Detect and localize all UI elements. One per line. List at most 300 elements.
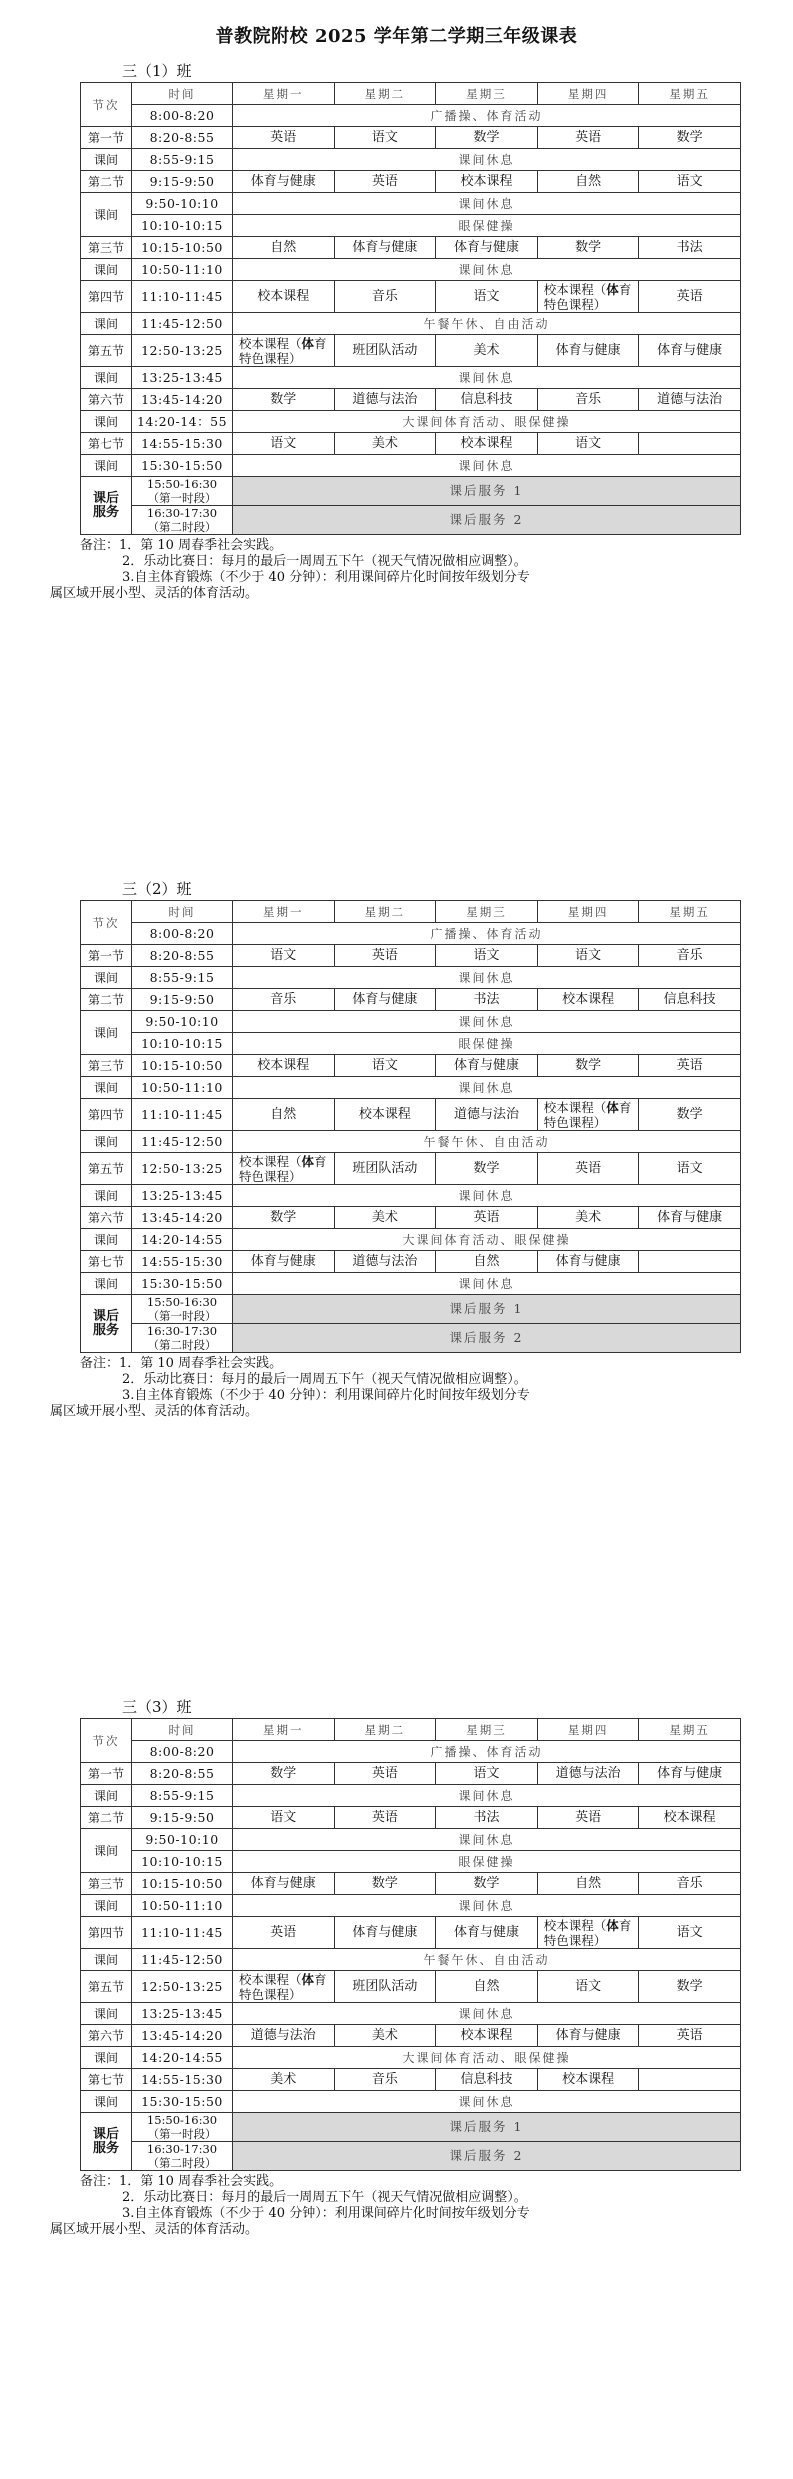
service-time-2-note: （第二时段） [147,2156,217,2170]
period-row [81,945,741,967]
timetable [80,82,741,535]
subject-cell: 校本课程（体育特色课程） [537,281,639,313]
period-label: 第七节 [81,433,132,455]
subject-cell: 体育与健康 [537,335,639,367]
period-row [81,1763,741,1785]
subject-cell: 体育与健康 [639,1763,741,1785]
subject-cell: 英语 [639,1055,741,1077]
time-cell: 9:50-10:10 [132,1829,233,1851]
table-row [81,2047,741,2069]
subject-cell: 书法 [436,989,538,1011]
remark-2: 2．乐动比赛日：每月的最后一周周五下午（视天气情况做相应调整）。 [122,554,527,569]
time-cell: 14:20-14:55 [132,2047,233,2069]
remark-3: 3.自主体育锻炼（不少于 40 分钟）：利用课间碎片化时间按年级划分专 [122,2206,530,2221]
after-school-service-2: 课后服务 2 [233,2142,741,2171]
subject-cell: 英语 [334,1763,436,1785]
remarks [50,538,740,602]
table-row [81,215,741,237]
service-time-1-note: （第一时段） [147,2127,217,2141]
subject-cell: 语文 [334,127,436,149]
break-cell: 课间休息 [233,2091,741,2113]
subject-cell: 自然 [233,1099,335,1131]
period-row [81,1207,741,1229]
break-label: 课间 [81,149,132,171]
subject-cell: 道德与法治 [436,1099,538,1131]
time-cell: 13:45-14:20 [132,2025,233,2047]
subject-cell: 体育与健康 [436,237,538,259]
subject-cell: 美术 [334,1207,436,1229]
subject-cell: 校本课程（体育特色课程） [537,1917,639,1949]
service-row [81,506,741,535]
subject-cell: 自然 [436,1251,538,1273]
header-friday: 星期五 [639,1719,741,1741]
subject-cell: 英语 [537,1153,639,1185]
period-row [81,1099,741,1131]
header-wednesday: 星期三 [436,901,538,923]
subject-cell: 道德与法治 [334,1251,436,1273]
header-time: 时间 [132,901,233,923]
subject-cell: 语文 [436,1763,538,1785]
subject-cell: 英语 [233,127,335,149]
service-label-text: 课后 服务 [92,2126,119,2156]
time-cell: 12:50-13:25 [132,1971,233,2003]
after-school-service-label [81,1295,132,1353]
header-time: 时间 [132,83,233,105]
service-row [81,1295,741,1324]
subject-cell: 体育与健康 [639,335,741,367]
subject-cell: 校本课程 [233,281,335,313]
remark-3: 3.自主体育锻炼（不少于 40 分钟）：利用课间碎片化时间按年级划分专 [122,1388,530,1403]
subject-cell: 体育与健康 [233,1873,335,1895]
subject-cell: 道德与法治 [334,389,436,411]
subject-cell: 校本课程 [537,2069,639,2091]
subject-cell: 体育与健康 [334,989,436,1011]
break-label: 课间 [81,1131,132,1153]
period-label: 第二节 [81,171,132,193]
class-section-3 [50,1694,740,2238]
subject-cell: 语文 [639,1917,741,1949]
period-label: 第五节 [81,1153,132,1185]
subject-cell: 体育与健康 [233,171,335,193]
time-cell: 9:15-9:50 [132,989,233,1011]
service-time-1 [132,2113,233,2142]
service-time-2-range: 16:30-17:30 [146,506,218,520]
header-tuesday: 星期二 [334,901,436,923]
table-row [81,105,741,127]
subject-cell: 语文 [233,1807,335,1829]
subject-cell: 道德与法治 [639,389,741,411]
table-row [81,967,741,989]
lunch-cell: 午餐午休、自由活动 [233,1131,741,1153]
table-row [81,1077,741,1099]
break-label: 课间 [81,1185,132,1207]
time-cell: 9:50-10:10 [132,1011,233,1033]
subject-cell: 英语 [639,281,741,313]
header-wednesday: 星期三 [436,83,538,105]
header-thursday: 星期四 [537,83,639,105]
subject-cell: 自然 [537,1873,639,1895]
subject-cell: 数学 [639,1971,741,2003]
table-row [81,1011,741,1033]
time-cell: 8:55-9:15 [132,1785,233,1807]
subject-cell: 校本课程（体育特色课程） [537,1099,639,1131]
table-row [81,1033,741,1055]
period-row [81,1971,741,2003]
subject-cell: 数学 [233,389,335,411]
table-row [81,1741,741,1763]
break-label: 课间 [81,1895,132,1917]
break-cell: 课间休息 [233,193,741,215]
subject-cell: 体育与健康 [334,237,436,259]
service-row [81,2142,741,2171]
period-row [81,171,741,193]
subject-cell: 美术 [334,2025,436,2047]
lunch-cell: 午餐午休、自由活动 [233,313,741,335]
break-label: 课间 [81,193,132,237]
time-cell: 10:15-10:50 [132,237,233,259]
subject-cell [639,2069,741,2091]
subject-cell: 校本课程 [639,1807,741,1829]
subject-cell: 美术 [537,1207,639,1229]
service-time-1-range: 15:50-16:30 [146,2113,218,2127]
period-row [81,237,741,259]
big-break-cell: 大课间体育活动、眼保健操 [233,1229,741,1251]
time-cell: 11:10-11:45 [132,1917,233,1949]
period-label: 第四节 [81,281,132,313]
break-label: 课间 [81,2003,132,2025]
break-cell: 课间休息 [233,455,741,477]
subject-cell: 道德与法治 [233,2025,335,2047]
after-school-service-label [81,2113,132,2171]
time-cell: 14:20-14：55 [132,411,233,433]
break-cell: 课间休息 [233,1895,741,1917]
timetable [80,900,741,1353]
subject-cell: 体育与健康 [537,1251,639,1273]
table-row [81,455,741,477]
service-time-2 [132,506,233,535]
break-label: 课间 [81,259,132,281]
period-row [81,433,741,455]
subject-cell: 美术 [334,433,436,455]
subject-cell: 英语 [334,945,436,967]
eye-exercise-cell: 眼保健操 [233,1851,741,1873]
table-row [81,1785,741,1807]
subject-cell: 音乐 [537,389,639,411]
subject-cell: 语文 [639,171,741,193]
service-row [81,2113,741,2142]
subject-cell: 美术 [233,2069,335,2091]
remark-1: 备注：1．第 10 周春季社会实践。 [80,1356,283,1371]
break-label: 课间 [81,455,132,477]
period-label: 第一节 [81,127,132,149]
period-label: 第五节 [81,335,132,367]
subject-cell: 数学 [436,1873,538,1895]
eye-exercise-cell: 眼保健操 [233,1033,741,1055]
header-monday: 星期一 [233,1719,335,1741]
table-row [81,1851,741,1873]
remark-1: 备注：1．第 10 周春季社会实践。 [80,538,283,553]
time-cell: 11:45-12:50 [132,313,233,335]
subject-cell: 书法 [436,1807,538,1829]
subject-cell: 音乐 [639,1873,741,1895]
subject-cell: 音乐 [334,281,436,313]
table-row [81,923,741,945]
after-school-service-2: 课后服务 2 [233,1324,741,1353]
service-time-1-range: 15:50-16:30 [146,1295,218,1309]
remark-4: 属区域开展小型、灵活的体育活动。 [50,1404,259,1419]
service-row [81,477,741,506]
period-label: 第六节 [81,2025,132,2047]
period-row [81,989,741,1011]
after-school-service-1: 课后服务 1 [233,477,741,506]
time-cell: 11:45-12:50 [132,1949,233,1971]
subject-cell: 英语 [537,127,639,149]
break-cell: 课间休息 [233,1785,741,1807]
subject-cell: 体育与健康 [334,1917,436,1949]
after-school-service-2: 课后服务 2 [233,506,741,535]
subject-cell: 自然 [537,171,639,193]
break-cell: 课间休息 [233,1011,741,1033]
remark-1: 备注：1．第 10 周春季社会实践。 [80,2174,283,2189]
period-row [81,127,741,149]
morning-activity: 广播操、体育活动 [233,923,741,945]
big-break-cell: 大课间体育活动、眼保健操 [233,2047,741,2069]
period-row [81,1251,741,1273]
subject-cell: 信息科技 [639,989,741,1011]
service-time-2-range: 16:30-17:30 [146,1324,218,1338]
time-cell: 12:50-13:25 [132,335,233,367]
time-cell: 8:55-9:15 [132,967,233,989]
break-label: 课间 [81,1829,132,1873]
break-label: 课间 [81,2047,132,2069]
time-cell: 15:30-15:50 [132,455,233,477]
subject-cell: 语文 [233,945,335,967]
class-label: 三（1）班 [122,62,192,80]
subject-cell: 数学 [639,1099,741,1131]
service-time-2-range: 16:30-17:30 [146,2142,218,2156]
subject-cell: 体育与健康 [436,1917,538,1949]
break-label: 课间 [81,1785,132,1807]
remarks [50,1356,740,1420]
subject-cell: 校本课程 [537,989,639,1011]
break-label: 课间 [81,1077,132,1099]
period-label: 第五节 [81,1971,132,2003]
subject-cell: 班团队活动 [334,1153,436,1185]
period-label: 第七节 [81,1251,132,1273]
period-row [81,335,741,367]
break-cell: 课间休息 [233,1829,741,1851]
subject-cell: 数学 [436,1153,538,1185]
time-cell: 10:50-11:10 [132,1077,233,1099]
subject-cell: 信息科技 [436,389,538,411]
subject-cell: 校本课程 [233,1055,335,1077]
header-friday: 星期五 [639,901,741,923]
header-thursday: 星期四 [537,901,639,923]
time-cell: 12:50-13:25 [132,1153,233,1185]
header-wednesday: 星期三 [436,1719,538,1741]
time-cell: 10:15-10:50 [132,1055,233,1077]
subject-cell: 语文 [537,1971,639,2003]
time-cell: 13:25-13:45 [132,1185,233,1207]
service-time-2 [132,2142,233,2171]
service-time-1 [132,1295,233,1324]
break-label: 课间 [81,313,132,335]
period-label: 第二节 [81,1807,132,1829]
service-time-2 [132,1324,233,1353]
service-time-1-note: （第一时段） [147,1309,217,1323]
service-time-1-note: （第一时段） [147,491,217,505]
after-school-service-1: 课后服务 1 [233,1295,741,1324]
period-label: 第四节 [81,1917,132,1949]
table-row [81,367,741,389]
period-row [81,2069,741,2091]
header-row [81,83,741,105]
break-cell: 课间休息 [233,367,741,389]
time-cell: 11:45-12:50 [132,1131,233,1153]
subject-cell: 音乐 [334,2069,436,2091]
big-break-cell: 大课间体育活动、眼保健操 [233,411,741,433]
break-label: 课间 [81,1229,132,1251]
morning-activity: 广播操、体育活动 [233,105,741,127]
time-cell: 14:20-14:55 [132,1229,233,1251]
break-cell: 课间休息 [233,149,741,171]
time-cell: 13:45-14:20 [132,1207,233,1229]
period-row [81,2025,741,2047]
subject-cell: 道德与法治 [537,1763,639,1785]
time-cell: 9:15-9:50 [132,1807,233,1829]
subject-cell: 体育与健康 [639,1207,741,1229]
time-cell: 13:25-13:45 [132,2003,233,2025]
table-row [81,1185,741,1207]
table-row [81,1829,741,1851]
service-time-2-note: （第二时段） [147,1338,217,1352]
subject-cell: 信息科技 [436,2069,538,2091]
subject-cell: 体育与健康 [436,1055,538,1077]
remark-2: 2．乐动比赛日：每月的最后一周周五下午（视天气情况做相应调整）。 [122,2190,527,2205]
subject-cell: 数学 [233,1763,335,1785]
header-tuesday: 星期二 [334,83,436,105]
subject-cell: 语文 [537,433,639,455]
subject-cell: 班团队活动 [334,335,436,367]
time-cell: 9:15-9:50 [132,171,233,193]
class-label: 三（3）班 [122,1698,192,1716]
header-row [81,1719,741,1741]
subject-cell: 英语 [639,2025,741,2047]
table-row [81,1949,741,1971]
time-cell: 14:55-15:30 [132,2069,233,2091]
table-row [81,1131,741,1153]
time-cell: 13:25-13:45 [132,367,233,389]
header-thursday: 星期四 [537,1719,639,1741]
time-cell: 10:10-10:15 [132,215,233,237]
subject-cell: 校本课程 [436,433,538,455]
subject-cell: 体育与健康 [233,1251,335,1273]
subject-cell: 语文 [334,1055,436,1077]
subject-cell [639,433,741,455]
time-cell: 15:30-15:50 [132,1273,233,1295]
time-cell: 8:00-8:20 [132,105,233,127]
period-row [81,1807,741,1829]
table-row [81,259,741,281]
table-row [81,411,741,433]
time-cell: 14:55-15:30 [132,433,233,455]
subject-cell: 自然 [233,237,335,259]
subject-cell: 校本课程（体育特色课程） [233,1153,335,1185]
break-cell: 课间休息 [233,967,741,989]
service-time-2-note: （第二时段） [147,520,217,534]
subject-cell: 音乐 [233,989,335,1011]
after-school-service-1: 课后服务 1 [233,2113,741,2142]
subject-cell: 自然 [436,1971,538,2003]
remark-3: 3.自主体育锻炼（不少于 40 分钟）：利用课间碎片化时间按年级划分专 [122,570,530,585]
break-label: 课间 [81,1273,132,1295]
table-row [81,1273,741,1295]
remarks [50,2174,740,2238]
subject-cell: 书法 [639,237,741,259]
time-cell: 8:20-8:55 [132,127,233,149]
header-monday: 星期一 [233,901,335,923]
subject-cell: 数学 [537,1055,639,1077]
time-cell: 9:50-10:10 [132,193,233,215]
period-label: 第一节 [81,945,132,967]
break-cell: 课间休息 [233,1185,741,1207]
subject-cell: 数学 [436,127,538,149]
subject-cell: 校本课程（体育特色课程） [233,335,335,367]
header-friday: 星期五 [639,83,741,105]
morning-activity: 广播操、体育活动 [233,1741,741,1763]
break-cell: 课间休息 [233,1273,741,1295]
time-cell: 10:50-11:10 [132,259,233,281]
subject-cell: 数学 [233,1207,335,1229]
subject-cell: 美术 [436,335,538,367]
period-label: 第二节 [81,989,132,1011]
period-label: 第三节 [81,1873,132,1895]
table-row [81,2003,741,2025]
period-label: 第三节 [81,1055,132,1077]
time-cell: 11:10-11:45 [132,1099,233,1131]
table-row [81,1229,741,1251]
remark-4: 属区域开展小型、灵活的体育活动。 [50,586,259,601]
time-cell: 11:10-11:45 [132,281,233,313]
table-row [81,193,741,215]
service-time-1 [132,477,233,506]
period-label: 第三节 [81,237,132,259]
subject-cell: 音乐 [639,945,741,967]
time-cell: 15:30-15:50 [132,2091,233,2113]
remark-4: 属区域开展小型、灵活的体育活动。 [50,2222,259,2237]
header-tuesday: 星期二 [334,1719,436,1741]
subject-cell: 语文 [537,945,639,967]
time-cell: 8:55-9:15 [132,149,233,171]
subject-cell: 英语 [537,1807,639,1829]
subject-cell: 校本课程 [436,2025,538,2047]
time-cell: 8:00-8:20 [132,1741,233,1763]
subject-cell: 语文 [436,281,538,313]
table-row [81,149,741,171]
eye-exercise-cell: 眼保健操 [233,215,741,237]
document-title: 普教院附校 2025 学年第二学期三年级课表 [215,26,578,47]
break-label: 课间 [81,367,132,389]
subject-cell: 英语 [233,1917,335,1949]
period-label: 第七节 [81,2069,132,2091]
service-row [81,1324,741,1353]
break-label: 课间 [81,2091,132,2113]
break-label: 课间 [81,967,132,989]
table-row [81,1895,741,1917]
break-cell: 课间休息 [233,2003,741,2025]
class-section-2 [50,876,740,1420]
break-cell: 课间休息 [233,1077,741,1099]
